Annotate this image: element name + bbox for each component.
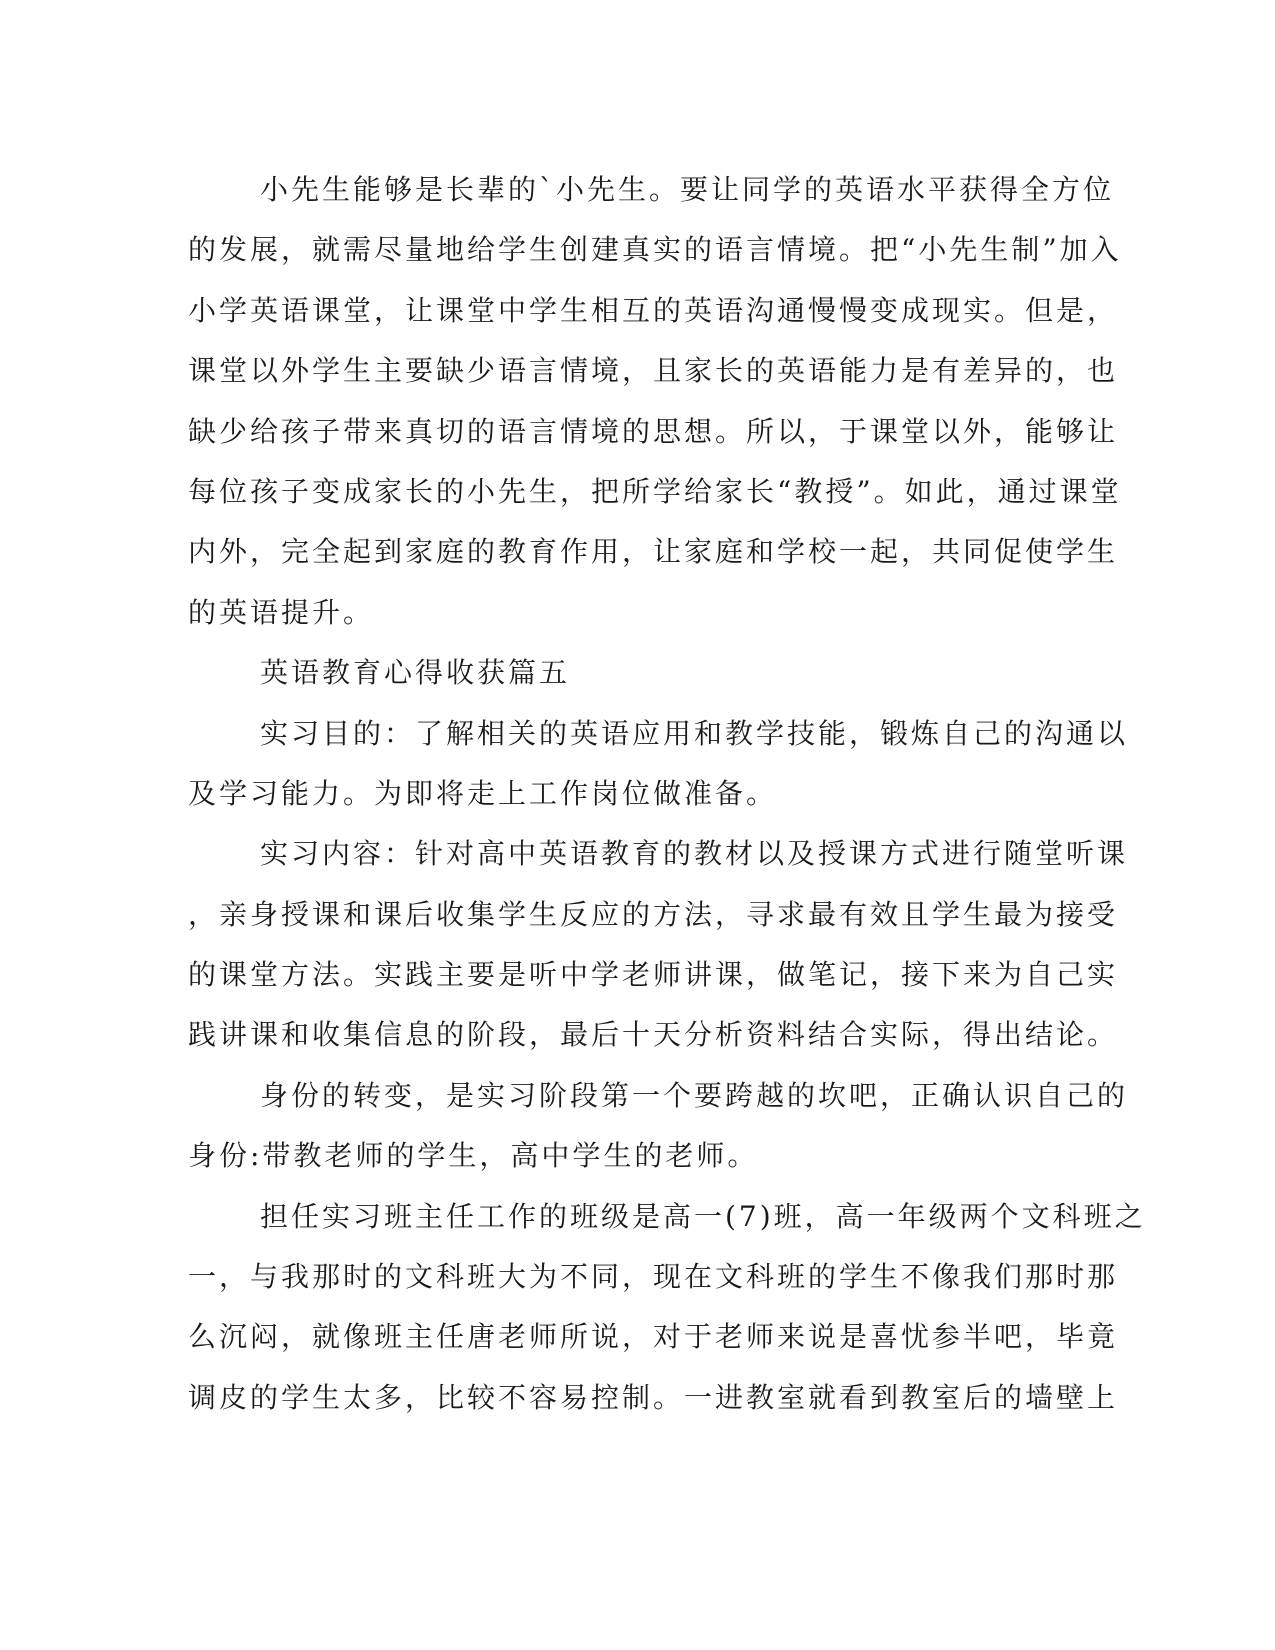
section-heading: 英语教育心得收获篇五: [260, 656, 571, 690]
text-line: 小学英语课堂，让课堂中学生相互的英语沟通慢慢变成现实。但是，: [188, 293, 1119, 327]
text-line: 实习内容：针对高中英语教育的教材以及授课方式进行随堂听课: [260, 837, 1129, 871]
text-line: 的发展，就需尽量地给学生创建真实的语言情境。把“小先生制”加入: [188, 233, 1122, 267]
text-line: 的课堂方法。实践主要是听中学老师讲课，做笔记，接下来为自己实: [188, 958, 1119, 992]
text-line: ，亲身授课和课后收集学生反应的方法，寻求最有效且学生最为接受: [188, 897, 1119, 931]
text-line: 践讲课和收集信息的阶段，最后十天分析资料结合实际，得出结论。: [188, 1018, 1119, 1052]
text-line: 缺少给孩子带来真切的语言情境的思想。所以，于课堂以外，能够让: [188, 414, 1119, 448]
text-line: 小先生能够是长辈的`小先生。要让同学的英语水平获得全方位: [260, 173, 1115, 206]
text-line: 调皮的学生太多，比较不容易控制。一进教室就看到教室后的墙壁上: [188, 1380, 1119, 1414]
document-body: [188, 160, 1146, 1428]
text-line: 及学习能力。为即将走上工作岗位做准备。: [188, 776, 778, 810]
text-line: 内外，完全起到家庭的教育作用，让家庭和学校一起，共同促使学生: [188, 535, 1119, 569]
text-line: 身份的转变，是实习阶段第一个要跨越的坎吧，正确认识自己的: [260, 1078, 1129, 1112]
text-line: 身份:带教老师的学生，高中学生的老师。: [188, 1139, 759, 1173]
text-line: 的英语提升。: [188, 595, 375, 629]
text-line: 每位孩子变成家长的小先生，把所学给家长“教授”。如此，通过课堂: [188, 474, 1122, 508]
text-line: 么沉闷，就像班主任唐老师所说，对于老师来说是喜忧参半吧，毕竟: [188, 1320, 1119, 1354]
text-line: 实习目的：了解相关的英语应用和教学技能，锻炼自己的沟通以: [260, 716, 1129, 750]
text-line: 一，与我那时的文科班大为不同，现在文科班的学生不像我们那时那: [188, 1260, 1119, 1294]
text-line: 担任实习班主任工作的班级是高一(7)班，高一年级两个文科班之: [260, 1199, 1146, 1233]
text-line: 课堂以外学生主要缺少语言情境，且家长的英语能力是有差异的，也: [188, 354, 1119, 388]
